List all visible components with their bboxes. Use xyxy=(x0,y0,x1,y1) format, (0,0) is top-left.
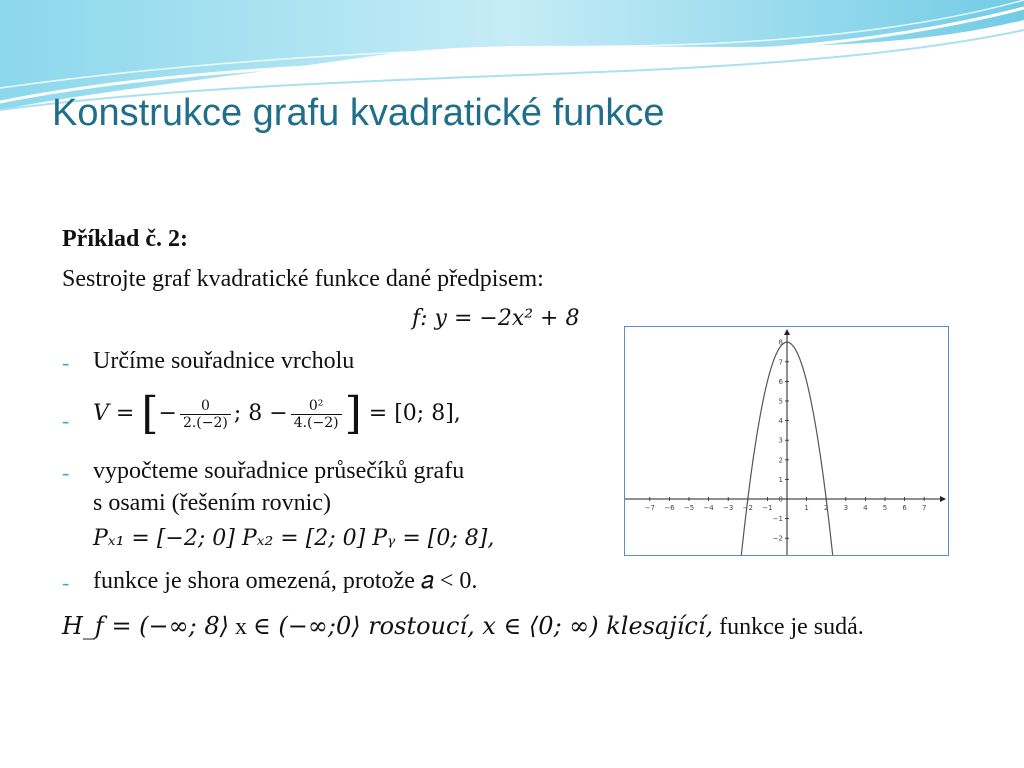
function-formula: f: y = −2x² + 8 xyxy=(412,306,580,331)
x-tick-label: 6 xyxy=(902,504,907,512)
fraction-y xyxy=(291,398,342,431)
graph-plot-area xyxy=(625,327,948,555)
y-tick-label: −2 xyxy=(772,534,783,543)
bullet-vertex-text: Určíme souřadnice vrcholu xyxy=(93,348,355,374)
x-tick-label: −4 xyxy=(703,504,714,512)
minus-sign: − xyxy=(158,401,177,426)
example-heading: Příklad č. 2: xyxy=(62,226,188,252)
x-tick-label: −1 xyxy=(762,504,773,512)
x-tick-label: 3 xyxy=(843,504,849,512)
bracket-close: ] xyxy=(344,388,362,439)
y-tick-label: 6 xyxy=(778,377,783,386)
conclusion-line xyxy=(62,612,864,641)
x-tick-label: −5 xyxy=(683,504,695,512)
bracket-open: [ xyxy=(141,388,159,439)
bullet-marker: - xyxy=(62,570,70,595)
fraction-b-denominator: 2.(−2) xyxy=(180,414,231,431)
intersections-text: vypočteme souřadnice průsečíků grafu xyxy=(93,458,465,484)
fraction-y-denominator: 4.(−2) xyxy=(291,414,342,431)
parity: funkce je sudá. xyxy=(719,614,864,640)
y-tick-label: 4 xyxy=(778,417,783,426)
monotonicity: ∈ (−∞;0⟩ rostoucí, x ∈ ⟨0; ∞) klesající, xyxy=(253,612,714,640)
bounded-text: funkce je shora omezená, protože 𝑎 < 0. xyxy=(93,568,478,594)
intersection-points: Pₓ₁ = [−2; 0] Pₓ₂ = [2; 0] Pᵧ = [0; 8], xyxy=(93,526,495,551)
x-tick-label: 7 xyxy=(921,504,927,512)
y-tick-label: 3 xyxy=(778,436,783,445)
y-axis-arrow xyxy=(784,329,790,335)
intersections-method: s osami (řešením rovnic) xyxy=(93,490,331,516)
bullet-marker: - xyxy=(62,460,70,485)
x-tick-label: −3 xyxy=(723,504,734,512)
intro-text: Sestrojte graf kvadratické funkce dané předpisem: xyxy=(62,266,544,292)
bullet-marker: - xyxy=(62,408,70,433)
range-formula: H_f = (−∞; 8⟩ xyxy=(62,612,229,640)
y-tick-label: 8 xyxy=(778,338,783,347)
function-graph xyxy=(624,326,949,556)
x-tick-label: −7 xyxy=(644,504,655,512)
fraction-b-numerator: 0 xyxy=(200,397,210,414)
fraction-b xyxy=(180,398,231,431)
vertex-formula xyxy=(93,388,461,439)
x-tick-label: 1 xyxy=(804,504,809,512)
vertex-result: = [0; 8], xyxy=(368,401,461,426)
y-tick-label: 2 xyxy=(778,456,783,465)
x-tick-label: −6 xyxy=(664,504,675,512)
range-x: x xyxy=(235,614,247,640)
y-tick-label: 1 xyxy=(778,475,783,484)
fraction-y-numerator: 0² xyxy=(308,397,324,414)
x-tick-label: 4 xyxy=(863,504,868,512)
x-tick-label: −2 xyxy=(742,504,753,512)
x-axis-arrow xyxy=(940,496,946,502)
vertex-label: V = xyxy=(93,401,135,426)
x-tick-label: 2 xyxy=(823,504,829,512)
y-tick-label: 7 xyxy=(778,358,783,367)
x-tick-label: 5 xyxy=(882,504,888,512)
y-tick-label: 5 xyxy=(778,397,783,406)
bullet-marker: - xyxy=(62,350,70,375)
y-tick-label: 0 xyxy=(778,495,783,504)
y-tick-label: −1 xyxy=(772,515,783,524)
slide-title: Konstrukce grafu kvadratické funkce xyxy=(52,92,665,134)
vertex-semicolon: ; 8 − xyxy=(233,401,288,426)
